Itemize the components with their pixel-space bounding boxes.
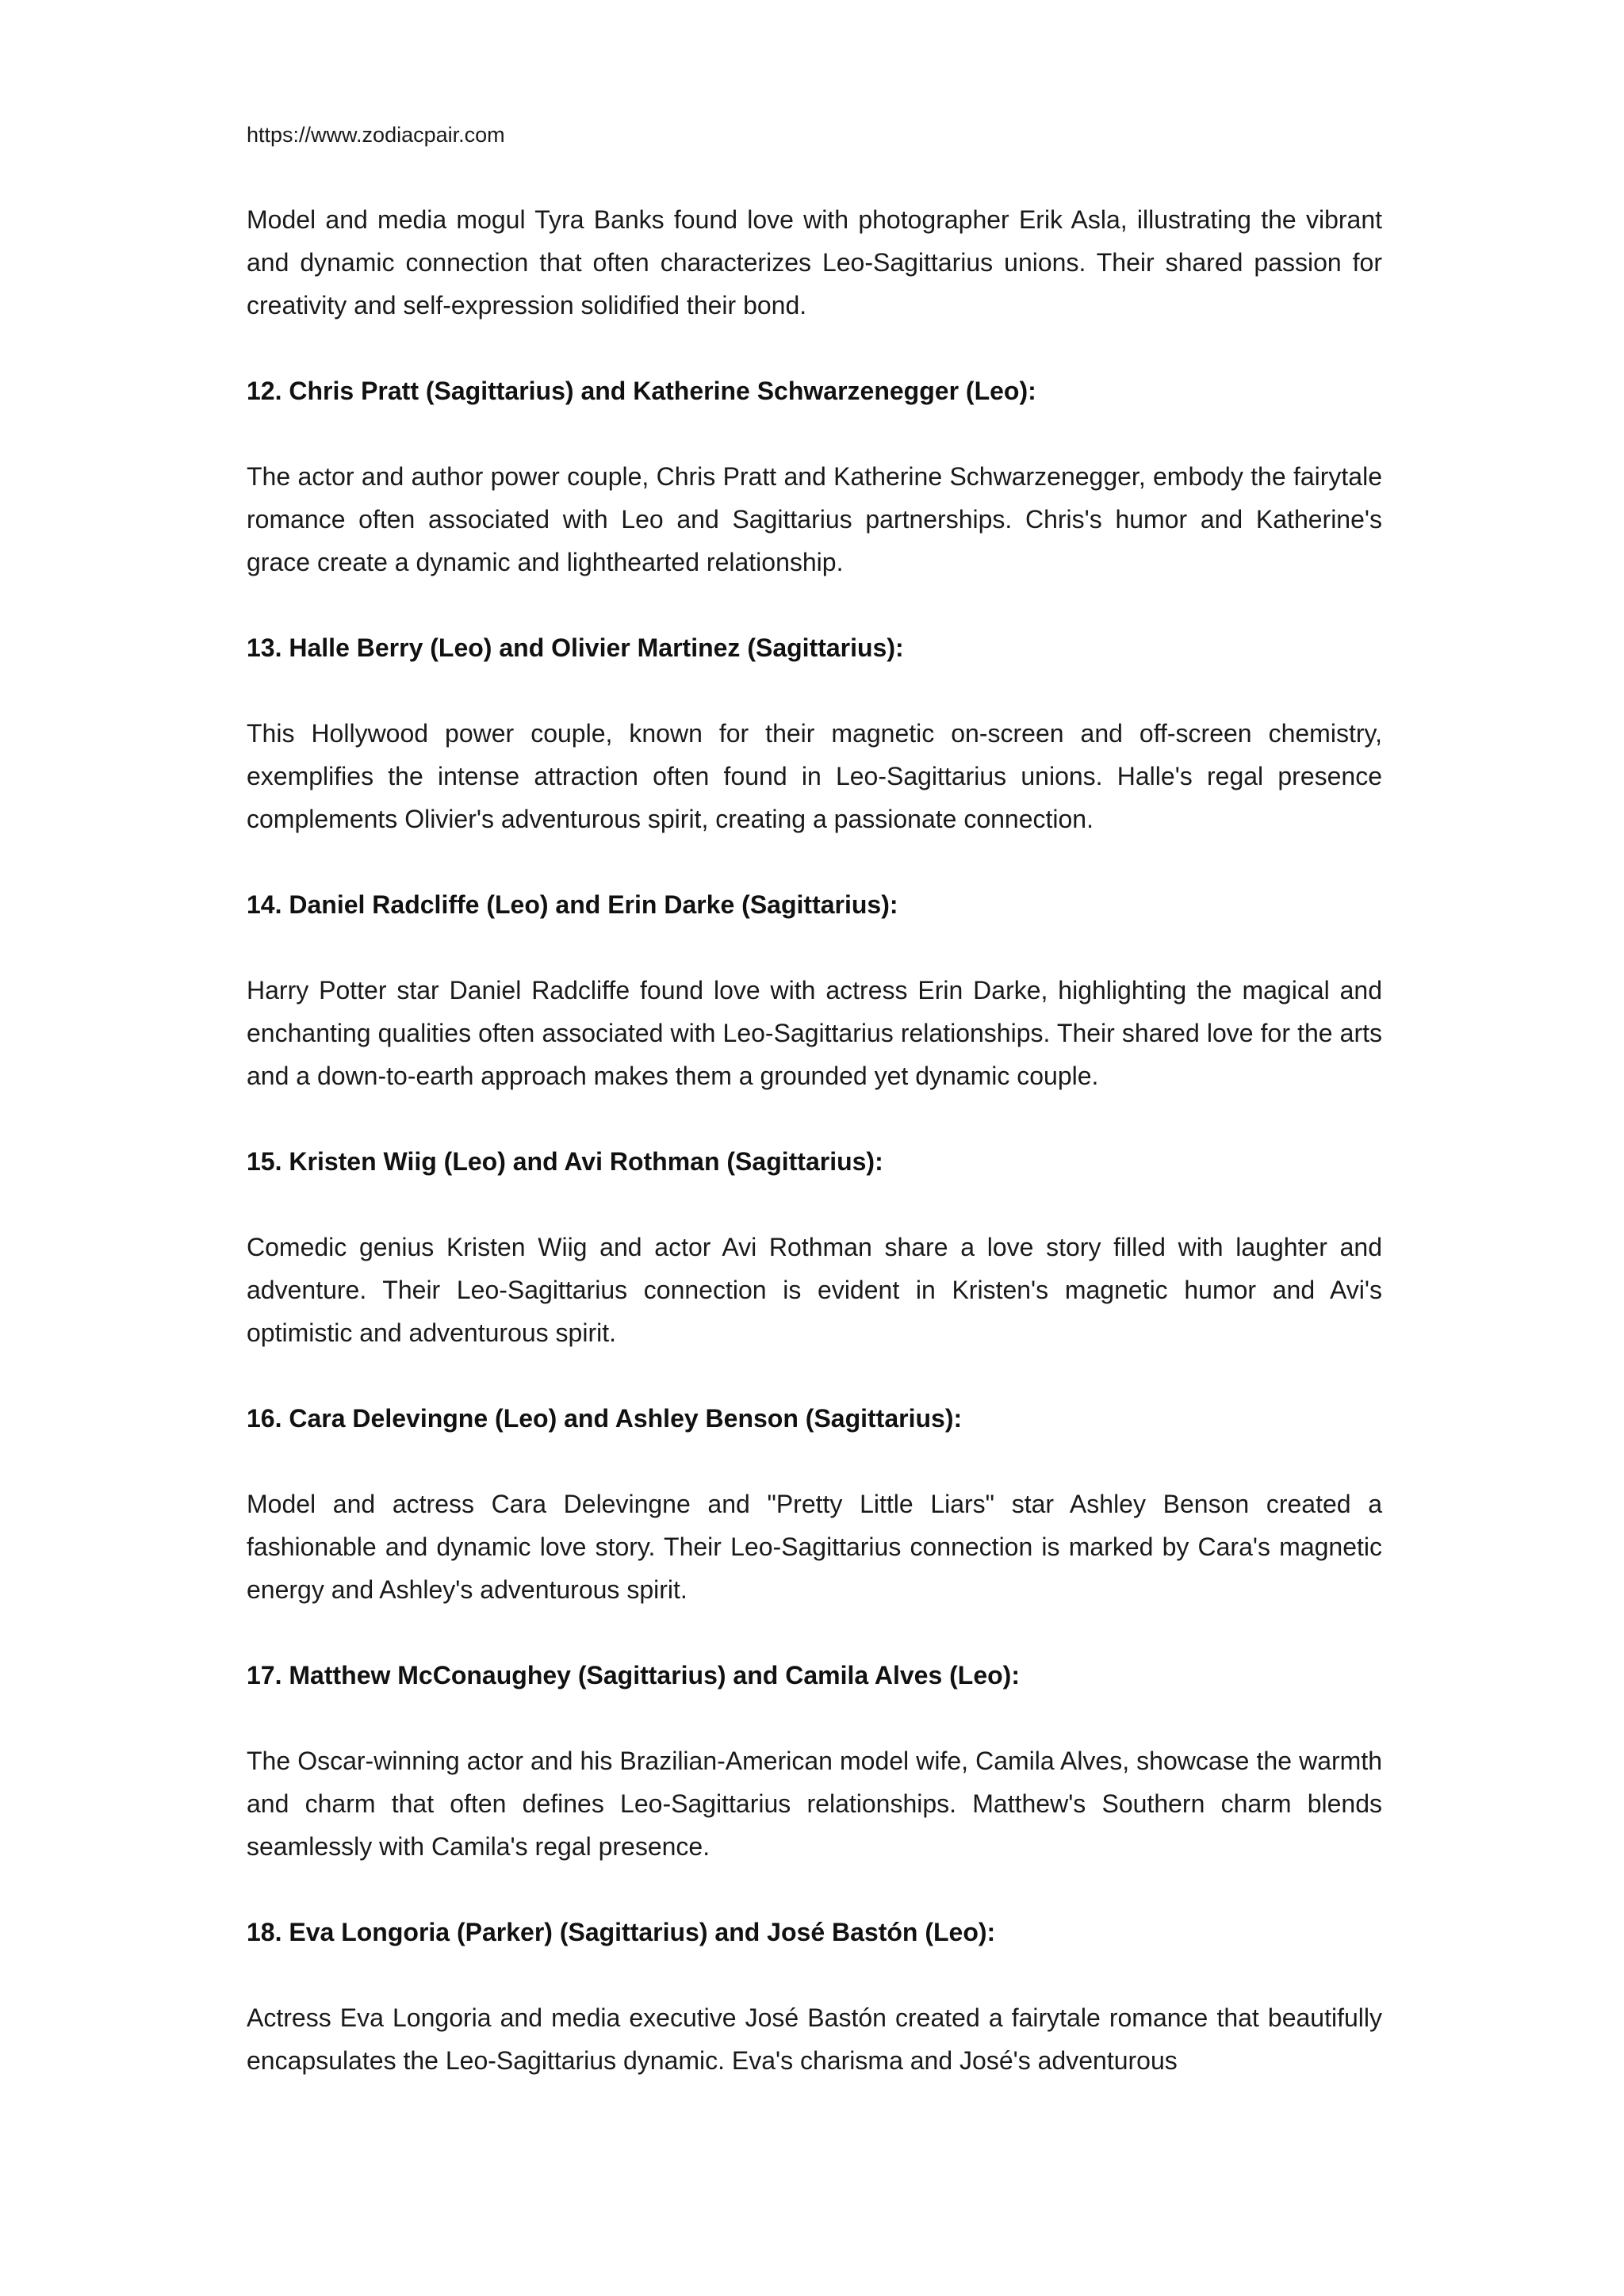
couple-section-12 — [247, 369, 1382, 626]
couple-section-15 — [247, 1140, 1382, 1397]
spacer — [247, 1868, 1382, 1911]
spacer — [247, 1183, 1382, 1226]
intro-paragraph: Model and media mogul Tyra Banks found love with photographer Erik Asla, illustrating the vibrant and dynamic connection that often characterizes Leo-Sagittarius unions. Their shared passion for creativity and self-expression solidified their bond. — [247, 205, 1382, 320]
spacer — [247, 584, 1382, 626]
spacer — [247, 412, 1382, 455]
spacer — [247, 1354, 1382, 1397]
spacer — [247, 1611, 1382, 1654]
section-heading: 12. Chris Pratt (Sagittarius) and Katherine Schwarzenegger (Leo): — [247, 377, 1036, 405]
couple-section-17 — [247, 1654, 1382, 1911]
couple-section-18 — [247, 1911, 1382, 2082]
spacer — [247, 840, 1382, 883]
spacer — [247, 1954, 1382, 1996]
page-header-url: https://www.zodiacpair.com — [247, 123, 505, 147]
section-body: The Oscar-winning actor and his Brazilian-American model wife, Camila Alves, showcase the warmth and charm that often defines Leo-Sagittarius relationships. Matthew's Southern charm blends seamlessly with Camila's regal presence. — [247, 1747, 1382, 1861]
couple-section-13 — [247, 626, 1382, 883]
section-heading: 17. Matthew McConaughey (Sagittarius) and Camila Alves (Leo): — [247, 1661, 1020, 1689]
section-body: Comedic genius Kristen Wiig and actor Avi Rothman share a love story filled with laughter and adventure. Their Leo-Sagittarius connection is evident in Kristen's magnetic humor and Avi's optimistic and adventurous spirit. — [247, 1233, 1382, 1347]
section-heading: 18. Eva Longoria (Parker) (Sagittarius) and José Bastón (Leo): — [247, 1918, 996, 1946]
article-body — [247, 198, 1382, 2082]
section-body: Model and actress Cara Delevingne and "Pretty Little Liars" star Ashley Benson created a fashionable and dynamic love story. Their Leo-Sagittarius connection is marked by Cara's magnetic energy and Ashley's adventurous spirit. — [247, 1490, 1382, 1604]
spacer — [247, 669, 1382, 712]
section-body: The actor and author power couple, Chris Pratt and Katherine Schwarzenegger, embody the fairytale romance often associated with Leo and Sagittarius partnerships. Chris's humor and Katherine's grace create a dynamic and lighthearted relationship. — [247, 462, 1382, 576]
spacer — [247, 926, 1382, 969]
section-body: This Hollywood power couple, known for their magnetic on-screen and off-screen chemistry, exemplifies the intense attraction often found in Leo-Sagittarius unions. Halle's regal presence complements Olivier's adventurous spirit, creating a passionate connection. — [247, 719, 1382, 833]
section-heading: 16. Cara Delevingne (Leo) and Ashley Benson (Sagittarius): — [247, 1404, 963, 1433]
couple-section-14 — [247, 883, 1382, 1140]
section-heading: 14. Daniel Radcliffe (Leo) and Erin Darke (Sagittarius): — [247, 890, 898, 919]
section-body: Actress Eva Longoria and media executive José Bastón created a fairytale romance that beautifully encapsulates the Leo-Sagittarius dynamic. Eva's charisma and José's adventurous — [247, 2003, 1382, 2075]
spacer — [247, 1440, 1382, 1483]
spacer — [247, 327, 1382, 369]
section-heading: 13. Halle Berry (Leo) and Olivier Martinez (Sagittarius): — [247, 633, 904, 662]
section-body: Harry Potter star Daniel Radcliffe found love with actress Erin Darke, highlighting the magical and enchanting qualities often associated with Leo-Sagittarius relationships. Their shared love for the arts and a down-to-earth approach makes them a grounded yet dynamic couple. — [247, 976, 1382, 1090]
spacer — [247, 1097, 1382, 1140]
section-heading: 15. Kristen Wiig (Leo) and Avi Rothman (Sagittarius): — [247, 1147, 883, 1176]
couple-section-16 — [247, 1397, 1382, 1654]
spacer — [247, 1697, 1382, 1739]
